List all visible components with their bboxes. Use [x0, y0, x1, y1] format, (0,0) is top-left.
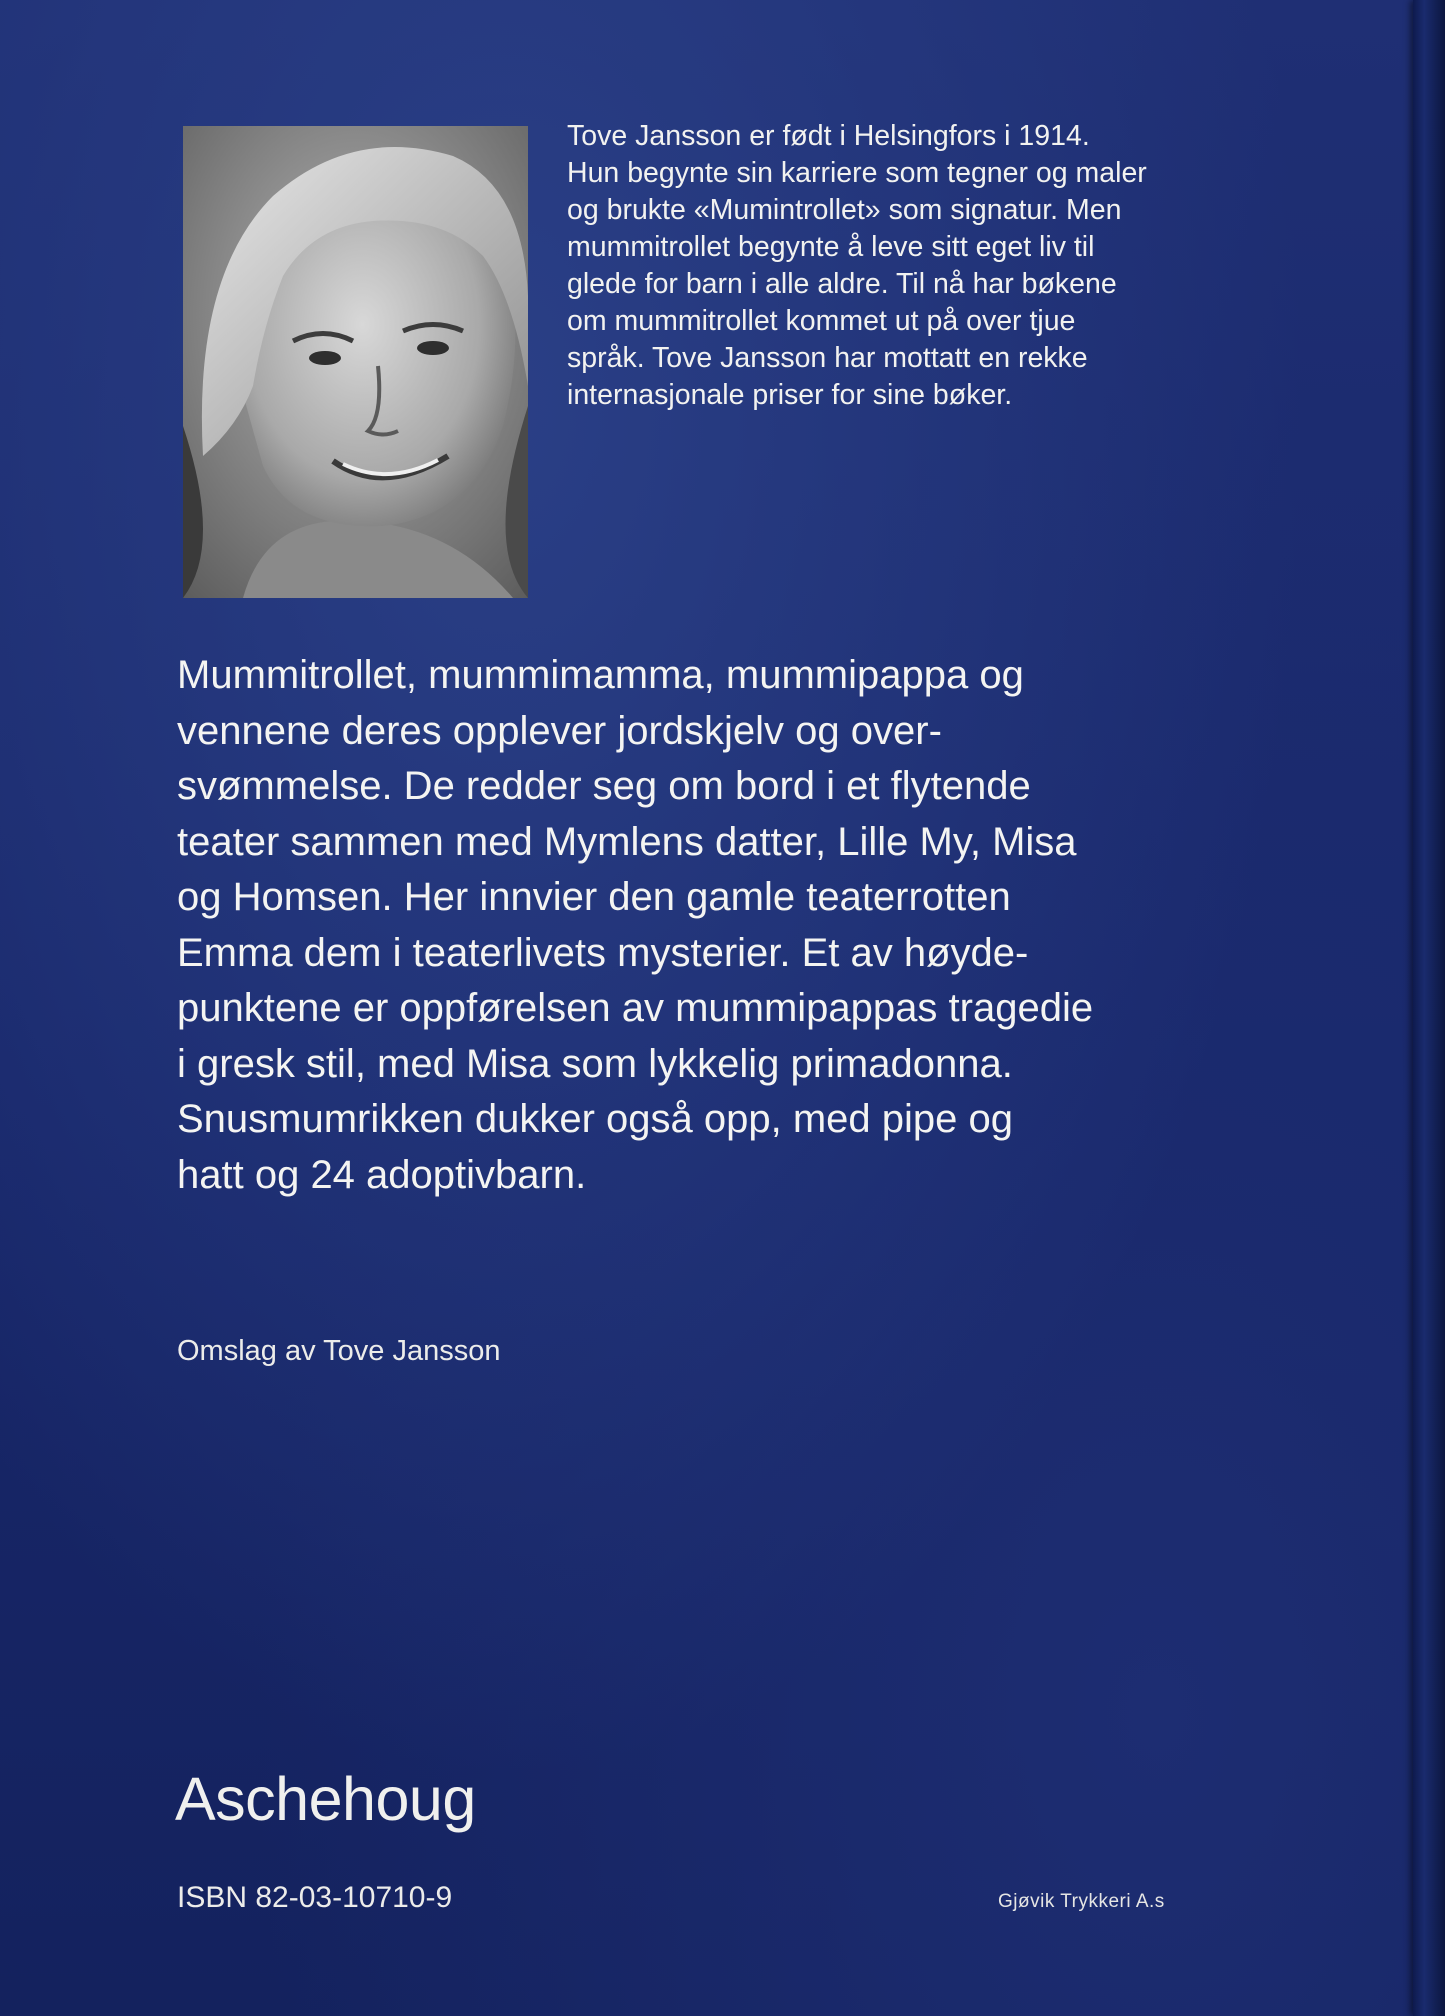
blurb-line: Emma dem i teaterlivets mysterier. Et av høyde-: [177, 930, 1029, 975]
bio-line: glede for barn i alle aldre. Til nå har bøkene: [567, 268, 1117, 300]
bio-line: internasjonale priser for sine bøker.: [567, 379, 1013, 411]
blurb-line: teater sammen med Mymlens datter, Lille My, Misa: [177, 819, 1077, 864]
blurb-line: hatt og 24 adoptivbarn.: [177, 1152, 587, 1197]
blurb-line: i gresk stil, med Misa som lykkelig primadonna.: [177, 1041, 1013, 1086]
blurb-line: vennene deres opplever jordskjelv og over-: [177, 708, 942, 753]
portrait-image: [183, 126, 528, 598]
book-spine-edge: [1413, 0, 1445, 2016]
blurb-line: punktene er oppførelsen av mummipappas tragedie: [177, 986, 1094, 1030]
blurb-line: svømmelse. De redder seg om bord i et flytende: [177, 764, 1031, 808]
book-description: [177, 648, 1327, 1203]
author-portrait-photo: [183, 126, 528, 598]
author-bio: [567, 118, 1317, 414]
bio-line: språk. Tove Jansson har mottatt en rekke: [567, 342, 1088, 374]
blurb-line: Snusmumrikken dukker også opp, med pipe og: [177, 1097, 1014, 1141]
blurb-line: og Homsen. Her innvier den gamle teaterrotten: [177, 875, 1011, 919]
bio-line: Tove Jansson er født i Helsingfors i 1914.: [567, 120, 1090, 152]
isbn-number: ISBN 82-03-10710-9: [177, 1881, 453, 1914]
cover-credit: Omslag av Tove Jansson: [177, 1335, 501, 1367]
blurb-line: Mummitrollet, mummimamma, mummipappa og: [177, 653, 1024, 697]
printer-credit: Gjøvik Trykkeri A.s: [998, 1891, 1165, 1912]
bio-line: mummitrollet begynte å leve sitt eget liv til: [567, 231, 1095, 263]
bio-line: om mummitrollet kommet ut på over tjue: [567, 305, 1076, 337]
publisher-name: Aschehoug: [175, 1765, 476, 1833]
bio-line: Hun begynte sin karriere som tegner og maler: [567, 157, 1147, 189]
bio-line: og brukte «Mumintrollet» som signatur. Men: [567, 194, 1122, 226]
